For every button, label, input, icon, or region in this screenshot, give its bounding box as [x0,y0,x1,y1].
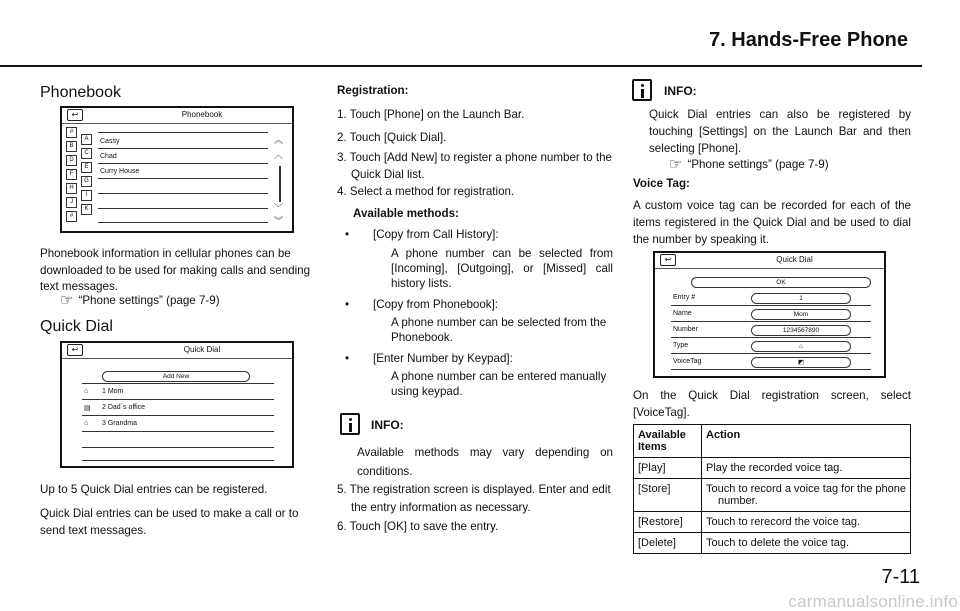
key: H [66,183,77,194]
divider [98,222,268,223]
quick-dial-p2: Quick Dial entries can be used to make a call or to send text messages. [40,507,299,537]
voice-tag-heading: Voice Tag: [633,177,690,190]
table-header: Available Items [634,425,702,458]
table-header: Action [702,425,911,458]
divider [671,321,871,322]
key: I [81,190,92,201]
screen-title: Quick Dial [183,345,221,354]
voice-tag-text: A custom voice tag can be recorded for each of the items registered in the Quick Dial and be used to dial the number by speaking it. [633,199,911,246]
screen-header [655,253,884,269]
pointing-hand-icon: ☞ [669,156,683,173]
field-label: VoiceTag [673,358,702,365]
divider [671,337,871,338]
pointing-hand-icon: ☞ [60,292,74,309]
step-5: 5. The registration screen is displayed. Enter and edit the entry information as necessary. [337,483,611,514]
list-item: 1 Mom [102,388,124,395]
screen-header [62,108,292,124]
key: D [66,155,77,166]
back-icon: ↩ [67,109,83,121]
field-value: 1234567890 [751,325,851,336]
info-title: INFO: [371,418,404,432]
table-cell: Touch to record a voice tag for the phone number. [702,479,911,512]
scroll-down-icon: ﹀ [274,203,284,213]
key: B [66,141,77,152]
field-value: ◩ [751,357,851,368]
field-label: Number [673,326,698,333]
table-cell: Play the recorded voice tag. [702,458,911,479]
method-3-desc: A phone number can be entered manually using keypad. [391,370,607,398]
method-1-name: [Copy from Call History]: [373,228,499,241]
key: K [81,204,92,215]
list-item: Curry House [100,168,140,175]
key: J [66,197,77,208]
info-title: INFO: [664,84,697,98]
divider [82,399,274,400]
quick-dial-heading: Quick Dial [40,318,113,335]
step-3: 3. Touch [Add New] to register a phone number to the Quick Dial list. [337,151,612,181]
list-item: 2 Dad´s office [102,404,146,411]
voice-tag-table [633,424,911,554]
table-row [634,512,911,533]
divider [82,431,274,432]
registration-heading: Registration: [337,84,409,97]
entry-icon: ⌂ [84,388,89,395]
field-value: Mom [751,309,851,320]
quick-dial-p1: Up to 5 Quick Dial entries can be registered. [40,483,268,496]
scrollbar-icon [279,166,281,202]
quick-dial-screenshot [60,341,294,468]
phonebook-screenshot [60,106,294,233]
screen-title: Phonebook [181,110,223,119]
info-text: Quick Dial entries can also be registered by touching [Settings] on the Launch Bar and then selecting [Phone]. [649,108,911,155]
screen-header [62,343,292,359]
page-number: 7-11 [881,566,920,588]
chapter-title: 7. Hands-Free Phone [709,29,908,51]
divider [82,460,274,461]
divider [671,305,871,306]
bullet: • [345,352,350,365]
divider [82,447,274,448]
divider [671,353,871,354]
step-6: 6. Touch [OK] to save the entry. [337,520,499,533]
divider [98,193,268,194]
divider [98,178,268,179]
phonebook-ref [60,293,220,308]
scroll-bottom-icon: ︾ [274,216,284,226]
field-value: 1 [751,293,851,304]
settings-ref [669,157,829,172]
method-2-desc: A phone number can be selected from the Phonebook. [391,316,607,344]
key: A [81,134,92,145]
step-4: 4. Select a method for registration. [337,185,515,198]
step-1: 1. Touch [Phone] on the Launch Bar. [337,108,525,121]
divider [98,148,268,149]
method-3-name: [Enter Number by Keypad]: [373,352,513,365]
header-rule [0,65,922,67]
field-label: Type [673,342,689,349]
entry-icon: ▤ [84,405,91,412]
list-item: Cassy [100,138,120,145]
back-icon: ↩ [67,344,83,356]
field-label: Name [673,310,692,317]
divider [98,132,268,133]
list-item: 3 Grandma [102,420,138,427]
bullet: • [345,228,350,241]
table-cell: [Store] [634,479,702,512]
divider [98,163,268,164]
entry-icon: ⌂ [84,420,89,427]
info-text: Available methods may vary depending on conditions. [357,446,613,478]
phonebook-heading: Phonebook [40,84,121,101]
screen-title: Quick Dial [776,255,813,264]
table-cell: [Delete] [634,533,702,554]
table-row [634,533,911,554]
field-value: ⌂ [751,341,851,352]
key: # [66,127,77,138]
key: E [81,162,92,173]
divider [82,415,274,416]
key: C [81,148,92,159]
phonebook-body: Phonebook information in cellular phones can be downloaded to be used for making calls and sending text messages. [40,247,311,293]
table-row [634,479,911,512]
table-cell: Touch to delete the voice tag. [702,533,911,554]
method-1-desc: A phone number can be selected from [Incoming], [Outgoing], or [Missed] call history lists. [391,247,613,290]
key: G [81,176,92,187]
field-label: Entry # [673,294,696,301]
table-row [634,458,911,479]
key: F [66,169,77,180]
scroll-top-icon: ︽ [274,135,284,145]
divider [98,208,268,209]
step-2: 2. Touch [Quick Dial]. [337,131,447,144]
table-cell: [Play] [634,458,702,479]
ok-button: OK [691,277,871,288]
info-icon [632,79,652,101]
method-2-name: [Copy from Phonebook]: [373,298,499,311]
bullet: • [345,298,350,311]
back-icon: ↩ [660,254,676,266]
table-header-row [634,425,911,458]
add-new-button: Add New [102,371,250,382]
after-screen-text: On the Quick Dial registration screen, select [VoiceTag]. [633,389,911,419]
methods-heading: Available methods: [353,207,459,220]
quick-dial-registration-screenshot [653,251,886,378]
table-cell: [Restore] [634,512,702,533]
divider [82,383,274,384]
scroll-up-icon: ︿ [274,150,284,160]
key: # [66,211,77,222]
info-icon [340,413,360,435]
watermark: carmanualsonline.info [788,592,958,611]
table-cell: Touch to rerecord the voice tag. [702,512,911,533]
ref-text: “Phone settings” (page 7-9) [687,158,829,171]
divider [671,369,871,370]
list-item: Chad [100,153,117,160]
ref-text: “Phone settings” (page 7-9) [78,294,220,307]
